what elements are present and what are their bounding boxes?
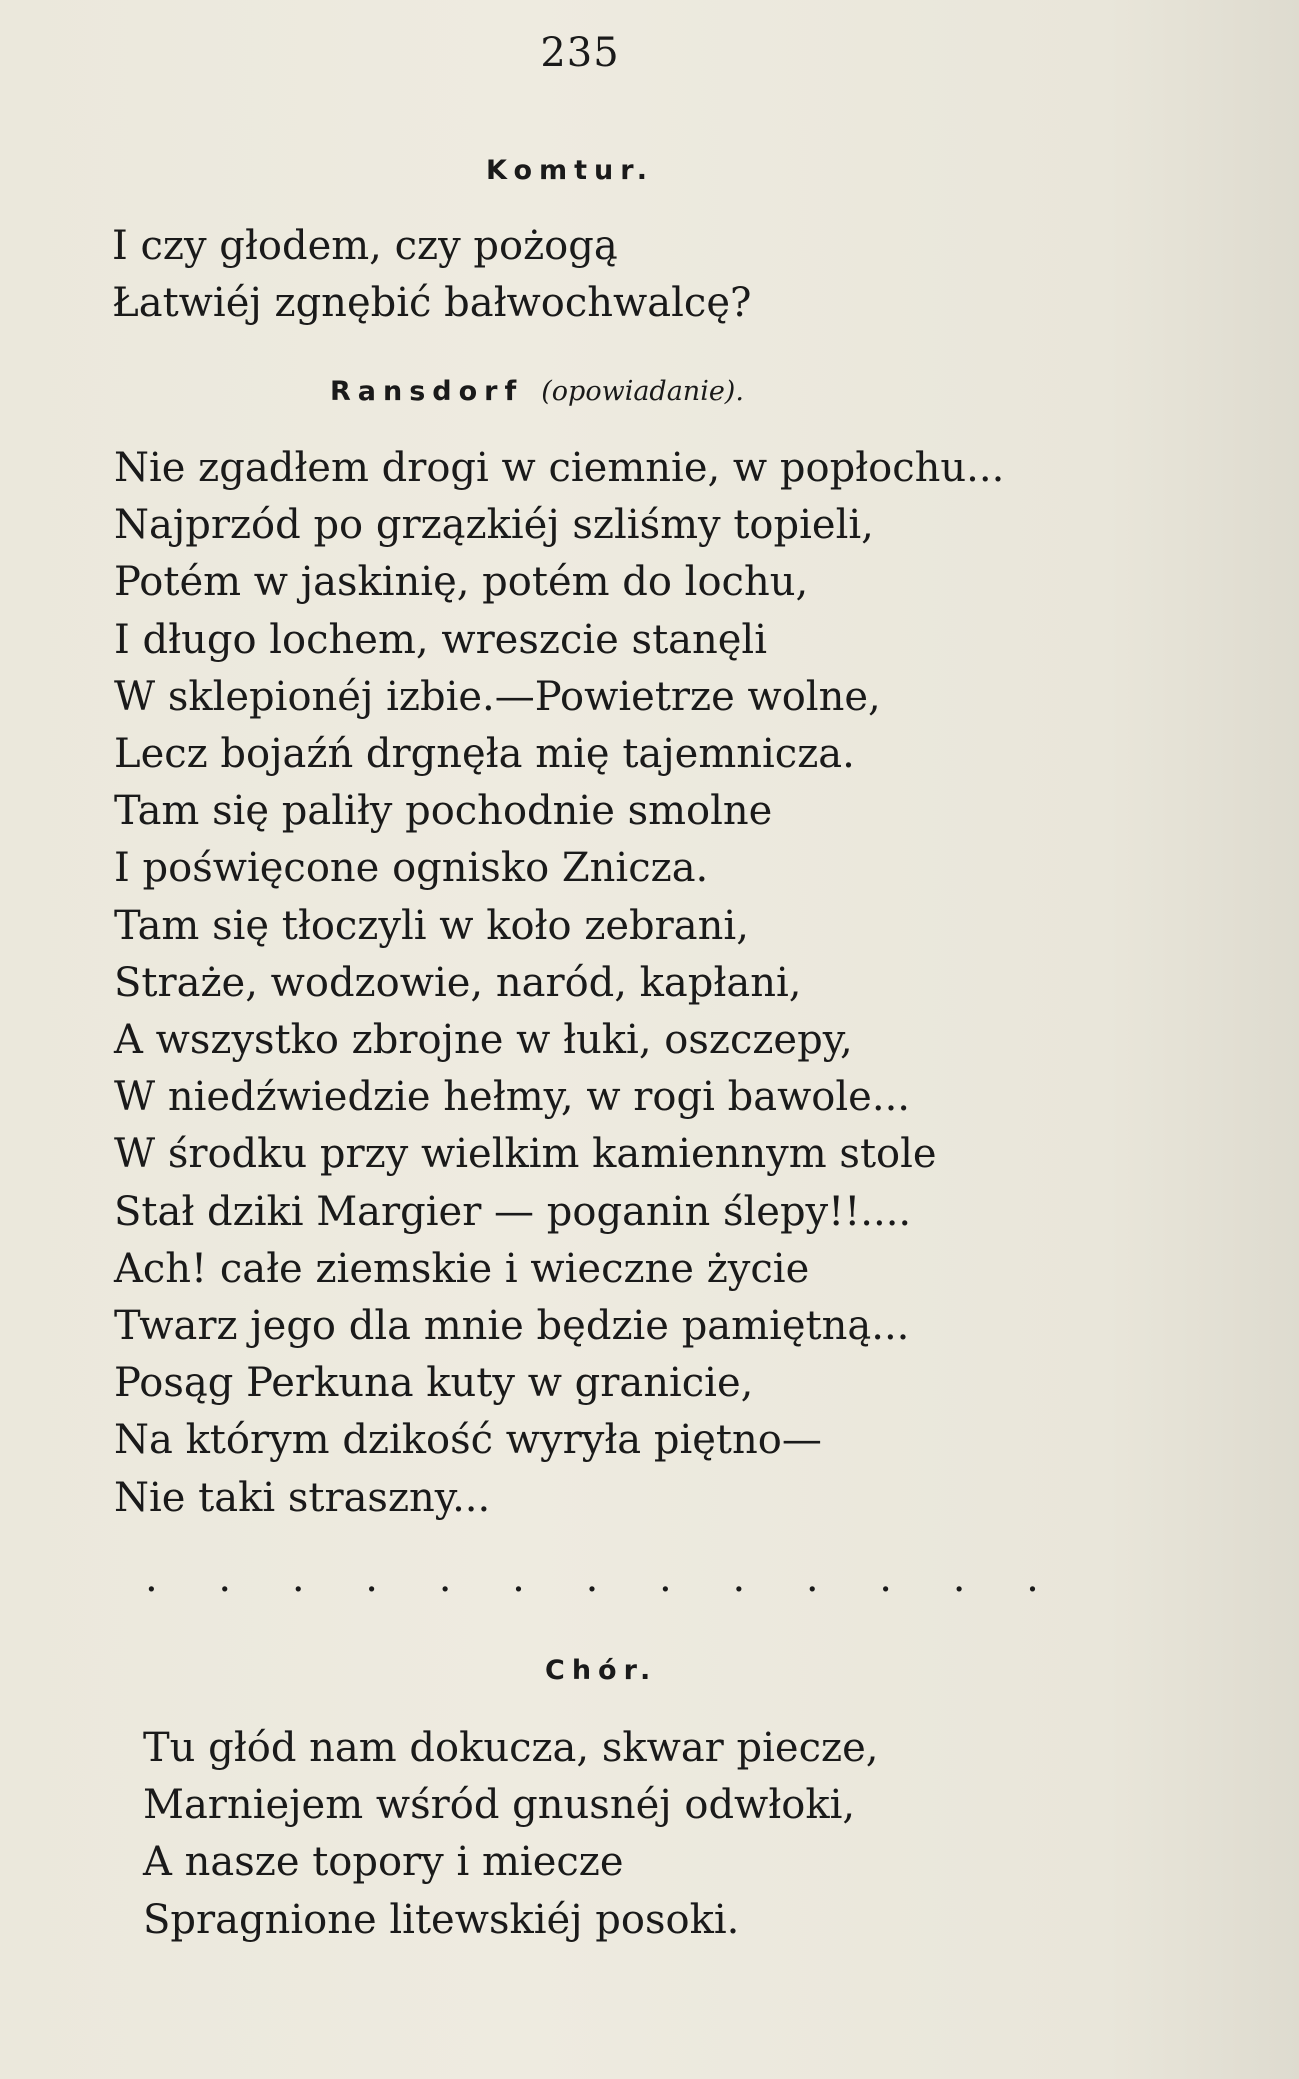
verse-line: I poświęcone ognisko Znicza.: [114, 845, 709, 892]
page-number: 235: [540, 30, 620, 76]
ellipsis-row: . . . . . . . . . . . . .: [145, 1555, 1063, 1601]
stanza-komtur: [112, 218, 751, 332]
verse-line: Potém w jaskinię, potém do lochu,: [114, 559, 809, 606]
verse-line: Straże, wodzowie, naród, kapłani,: [114, 959, 802, 1006]
verse-line: A nasze topory i miecze: [143, 1839, 624, 1886]
verse-line: Tam się tłoczyli w koło zebrani,: [114, 902, 749, 949]
verse-line: A wszystko zbrojne w łuki, oszczepy,: [114, 1017, 853, 1064]
verse-line: Spragnione litewskiéj posoki.: [143, 1896, 740, 1943]
verse-line: W środku przy wielkim kamiennym stole: [114, 1131, 937, 1178]
stage-direction: (opowiadanie).: [541, 376, 744, 407]
verse-line: Nie taki straszny...: [114, 1474, 491, 1521]
stanza-chor: [143, 1720, 878, 1949]
verse-line: Nie zgadłem drogi w ciemnie, w popłochu...: [114, 445, 1005, 491]
verse-line: Łatwiéj zgnębić bałwochwalcę?: [112, 280, 752, 327]
speaker-name: Komtur.: [486, 155, 654, 186]
speaker-name: Chór.: [545, 1655, 658, 1686]
stanza-ransdorf: [114, 440, 1004, 1527]
verse-line: W sklepionéj izbie.—Powietrze wolne,: [114, 673, 881, 720]
verse-line: Tam się paliły pochodnie smolne: [114, 788, 773, 835]
verse-line: Posąg Perkuna kuty w granicie,: [114, 1360, 754, 1407]
verse-line: Ach! całe ziemskie i wieczne życie: [114, 1245, 810, 1292]
verse-line: Najprzód po grzązkiéj szliśmy topieli,: [114, 502, 874, 549]
speaker-chor: [545, 1655, 657, 1686]
verse-line: W niedźwiedzie hełmy, w rogi bawole...: [114, 1074, 910, 1121]
verse-line: I czy głodem, czy pożogą: [112, 223, 618, 269]
verse-line: I długo lochem, wreszcie stanęli: [114, 616, 768, 663]
verse-line: Na którym dzikość wyryła piętno—: [114, 1417, 822, 1464]
verse-line: Twarz jego dla mnie będzie pamiętną...: [114, 1303, 910, 1350]
speaker-name: Ransdorf: [330, 376, 524, 407]
speaker-ransdorf: [330, 376, 744, 407]
verse-line: Tu głód nam dokucza, skwar piecze,: [143, 1725, 879, 1771]
verse-line: Marniejem wśród gnusnéj odwłoki,: [143, 1782, 856, 1829]
verse-line: Lecz bojaźń drgnęła mię tajemnicza.: [114, 731, 855, 778]
speaker-komtur: [486, 155, 654, 186]
verse-line: Stał dziki Margier — poganin ślepy!!....: [114, 1188, 912, 1235]
